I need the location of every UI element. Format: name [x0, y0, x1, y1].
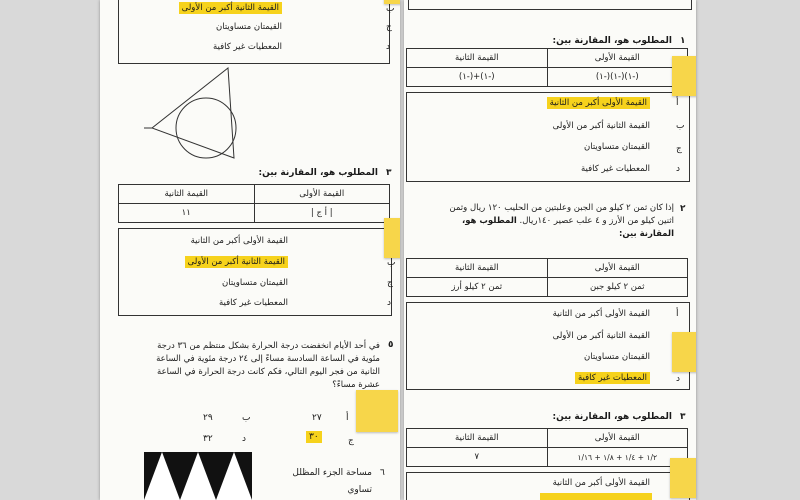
right-q1-col2: القيمة الثانية — [407, 49, 548, 68]
left-q3-number: ٣ — [386, 168, 392, 178]
right-q3-option-1: القيمة الأولى أكبر من الثانية — [552, 478, 650, 488]
left-q5-letter-b: ب — [242, 413, 251, 423]
left-q5-value-b: ٢٩ — [203, 413, 213, 423]
right-q1-number: ١ — [680, 36, 686, 46]
left-q3-val2: ١١ — [119, 204, 255, 223]
left-q5-line-2: مئوية في الساعة السادسة مساءً إلى ٢٤ درجة مئوية في الساعة — [156, 354, 380, 364]
left-q5-line-4: عشرة مساءً؟ — [332, 380, 380, 390]
sticky-note — [672, 332, 696, 372]
left-q3-letter-4: د — [387, 298, 392, 308]
right-q1-val2: (١-)+(١-) — [407, 68, 548, 87]
left-q5-value-a: ٢٧ — [312, 413, 322, 423]
sticky-note — [672, 56, 696, 96]
left-q3-letter-3: ج — [387, 278, 393, 288]
triangle-incircle-figure — [140, 62, 240, 162]
left-q6-number: ٦ — [380, 468, 385, 478]
left-q6-line-2: تساوي — [347, 485, 372, 495]
left-top-letter-2: ب — [386, 4, 395, 14]
right-q1-val1: (١-)(١-)(١-) — [547, 68, 688, 87]
right-q1-option-4: المعطيات غير كافية — [580, 164, 650, 174]
right-q2-table — [406, 258, 688, 297]
right-q3-val2: ٧ — [407, 448, 548, 467]
left-top-option-4: المعطيات غير كافية — [212, 42, 282, 52]
right-q3-heading: المطلوب هو، المقارنة بين: — [552, 412, 672, 422]
left-top-option-2: القيمة الثانية أكبر من الأولى — [179, 2, 282, 14]
right-q2-line-2: اثنين كيلو من الأرز و ٤ علب عصير ١٤٠ريال. — [519, 216, 674, 226]
right-q2-option-1: القيمة الأولى أكبر من الثانية — [552, 309, 650, 319]
right-q2-col1: القيمة الأولى — [547, 259, 688, 278]
right-q2-val1: ثمن ٢ كيلو جبن — [547, 278, 688, 297]
right-q1-letter-2: ب — [676, 121, 685, 131]
right-q2-val2: ثمن ٢ كيلو أرز — [407, 278, 548, 297]
left-q5-number: ٥ — [388, 340, 394, 350]
right-q2-letter-4: د — [676, 374, 681, 384]
left-q3-option-2: القيمة الثانية أكبر من الأولى — [185, 256, 288, 268]
right-q3-col2: القيمة الثانية — [407, 429, 548, 448]
sticky-note — [670, 458, 696, 498]
right-q2-number: ٢ — [680, 204, 686, 214]
left-q3-option-4: المعطيات غير كافية — [218, 298, 288, 308]
right-q1-letter-1: أ — [676, 98, 679, 108]
left-q3-val1: | أ ج | — [254, 204, 390, 223]
right-q1-option-3: القيمتان متساويتان — [584, 142, 650, 152]
left-q3-option-3: القيمتان متساويتان — [222, 278, 288, 288]
right-q2-col2: القيمة الثانية — [407, 259, 548, 278]
sticky-note — [384, 218, 400, 258]
right-q1-table — [406, 48, 688, 87]
left-top-option-3: القيمتان متساويتان — [216, 22, 282, 32]
left-q3-letter-2: ب — [387, 258, 396, 268]
right-top-box-remnant — [408, 0, 692, 10]
right-q3-table — [406, 428, 688, 467]
right-q1-letter-3: ج — [676, 144, 682, 154]
right-q2-option-2: القيمة الثانية أكبر من الأولى — [552, 331, 650, 341]
left-q5-letter-a: أ — [346, 413, 349, 423]
left-q5-letter-c: ج — [348, 436, 354, 446]
left-page — [100, 0, 400, 500]
sticky-note — [356, 390, 398, 432]
right-q2-option-3: القيمتان متساويتان — [584, 352, 650, 362]
shaded-triangles-figure — [144, 452, 252, 500]
right-q2-heading-b: المقارنة بين: — [618, 229, 674, 239]
right-q2-line-1: إذا كان ثمن ٢ كيلو من الجبن وعلبتين من الحليب ١٢٠ ريال وثمن — [449, 203, 674, 213]
left-q5-value-d: ٣٢ — [203, 434, 213, 444]
left-q5-value-c: ٣٠ — [306, 431, 322, 443]
left-top-letter-4: د — [386, 42, 391, 52]
right-q2-line-2-wrap — [408, 215, 674, 228]
left-q3-col1: القيمة الأولى — [254, 185, 390, 204]
left-q6-line-1: مساحة الجزء المظلل — [292, 468, 372, 478]
left-q5-text — [110, 340, 380, 392]
left-q5-letter-d: د — [242, 434, 247, 444]
sticky-note — [384, 0, 400, 4]
right-q2-heading-a: المطلوب هو، — [461, 216, 517, 226]
left-top-letter-3: ج — [386, 22, 392, 32]
highlight-strip — [540, 493, 652, 500]
left-q3-table — [118, 184, 390, 223]
right-q1-option-1: القيمة الأولى أكبر من الثانية — [547, 97, 650, 109]
right-page — [404, 0, 696, 500]
left-q5-line-3: الثانية من فجر اليوم التالي، فكم كانت درجة الحرارة في الساعة — [157, 367, 380, 377]
right-q2-option-4: المعطيات غير كافية — [575, 372, 650, 384]
left-q3-heading: المطلوب هو، المقارنة بين: — [258, 168, 378, 178]
right-q1-heading: المطلوب هو، المقارنة بين: — [552, 36, 672, 46]
right-q3-number: ٣ — [680, 412, 686, 422]
right-q3-val1: ١/٢ + ١/٤ + ١/٨ + ١/١٦ — [547, 448, 688, 467]
right-q1-option-2: القيمة الثانية أكبر من الأولى — [552, 121, 650, 131]
left-q5-line-1: في أحد الأيام انخفضت درجة الحرارة بشكل منتظم من ٣٦ درجة — [157, 341, 380, 351]
right-q1-col1: القيمة الأولى — [547, 49, 688, 68]
right-q2-letter-1: أ — [676, 309, 679, 319]
right-q1-letter-4: د — [676, 164, 681, 174]
right-q3-col1: القيمة الأولى — [547, 429, 688, 448]
left-q3-option-1: القيمة الأولى أكبر من الثانية — [190, 236, 288, 246]
left-q3-col2: القيمة الثانية — [119, 185, 255, 204]
right-q2-text — [408, 202, 674, 241]
